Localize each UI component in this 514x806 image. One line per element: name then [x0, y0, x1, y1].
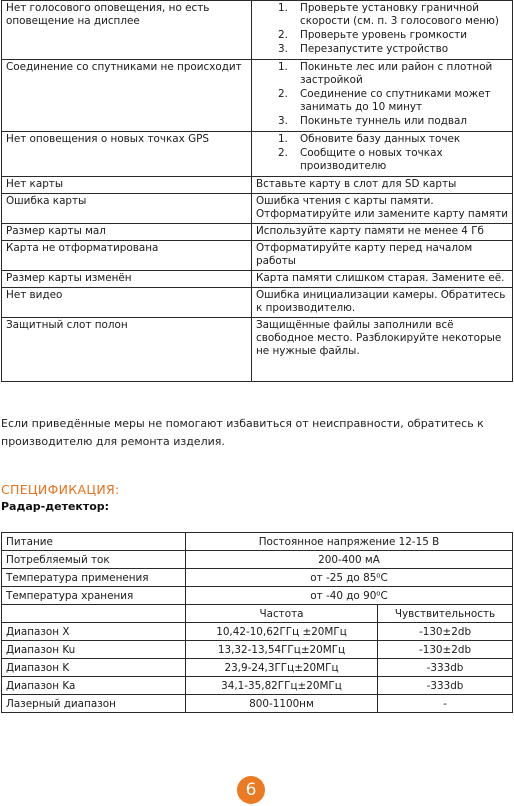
problem-cell: Соединение со спутниками не происходит: [2, 60, 252, 132]
problem-cell: Ошибка карты: [2, 194, 252, 224]
step-text: Обновите базу данных точек: [300, 133, 461, 145]
band-sensitivity: -130±2db: [378, 641, 513, 659]
solution-cell: Защищённые файлы заполнили всё свободное место. Разблокируйте некоторые не нужные файлы.: [252, 318, 513, 382]
band-label: Лазерный диапазон: [2, 695, 186, 713]
table-row: [2, 271, 513, 288]
step-number: 2.: [278, 88, 288, 100]
solution-cell: Вставьте карту в слот для SD карты: [252, 177, 513, 194]
problem-cell: Нет карты: [2, 177, 252, 194]
problem-cell: Нет оповещения о новых точках GPS: [2, 132, 252, 177]
problem-cell: Размер карты изменён: [2, 271, 252, 288]
spec-table: [1, 532, 513, 713]
step-number: 3.: [278, 43, 288, 55]
solution-cell: Отформатируйте карту перед началом работы: [252, 241, 513, 271]
problem-cell: Защитный слот полон: [2, 318, 252, 382]
solution-cell: Карта памяти слишком старая. Замените её.: [252, 271, 513, 288]
band-frequency: 10,42-10,62ГГц ±20МГц: [186, 623, 378, 641]
steps-list: [256, 133, 509, 173]
step-text: Соединение со спутниками может занимать до 10 минут: [300, 88, 491, 113]
table-row: [2, 677, 513, 695]
solution-cell: [252, 1, 513, 60]
solution-cell: Ошибка чтения с карты памяти. Отформатируйте или замените карту памяти: [252, 194, 513, 224]
troubleshooting-table: [1, 0, 513, 382]
band-frequency: 13,32-13,54ГГц±20МГц: [186, 641, 378, 659]
spec-heading: СПЕЦИФИКАЦИЯ:: [1, 482, 120, 497]
spec-subheading: Радар-детектор:: [1, 500, 110, 513]
list-item: [256, 43, 509, 56]
steps-list: [256, 2, 509, 56]
band-sensitivity: -333db: [378, 659, 513, 677]
band-sensitivity: -: [378, 695, 513, 713]
table-row: [2, 569, 513, 587]
band-label: Диапазон X: [2, 623, 186, 641]
table-row: [2, 241, 513, 271]
spec-value: от -40 до 90⁰С: [186, 587, 513, 605]
list-item: [256, 133, 509, 146]
troubleshooting-body: [2, 1, 513, 382]
table-row: [2, 224, 513, 241]
table-row: [2, 659, 513, 677]
table-row: [2, 533, 513, 551]
step-text: Покиньте туннель или подвал: [300, 115, 468, 127]
table-row: [2, 1, 513, 60]
list-item: [256, 88, 509, 114]
step-number: 2.: [278, 29, 288, 41]
header-frequency: Частота: [186, 605, 378, 623]
spec-label: Температура хранения: [2, 587, 186, 605]
list-item: [256, 29, 509, 42]
table-row: [2, 641, 513, 659]
band-sensitivity: -130±2db: [378, 623, 513, 641]
solution-cell: Используйте карту памяти не менее 4 Гб: [252, 224, 513, 241]
list-item: [256, 2, 509, 28]
band-frequency: 23,9-24,3ГГц±20МГц: [186, 659, 378, 677]
spec-value: Постоянное напряжение 12-15 В: [186, 533, 513, 551]
step-text: Сообщите о новых точках производителю: [300, 147, 443, 172]
service-note: Если приведённые меры не помогают избавиться от неисправности, обратитесь к производителю для ремонта изделия.: [1, 417, 484, 448]
step-number: 1.: [278, 61, 288, 73]
header-sensitivity: Чувствительность: [378, 605, 513, 623]
table-header-row: [2, 605, 513, 623]
band-frequency: 800-1100нм: [186, 695, 378, 713]
spec-label: Потребляемый ток: [2, 551, 186, 569]
solution-cell: Ошибка инициализации камеры. Обратитесь к производителю.: [252, 288, 513, 318]
step-number: 2.: [278, 147, 288, 159]
spec-label: Температура применения: [2, 569, 186, 587]
steps-list: [256, 61, 509, 128]
spec-label: Питание: [2, 533, 186, 551]
step-number: 1.: [278, 133, 288, 145]
header-blank-cell: [2, 605, 186, 623]
step-text: Проверьте установку граничной скорости (см. п. 3 голосового меню): [300, 2, 499, 27]
problem-cell: Нет голосового оповещения, но есть оповещение на дисплее: [2, 1, 252, 60]
table-row: [2, 623, 513, 641]
spec-value: 200-400 мА: [186, 551, 513, 569]
step-text: Проверьте уровень громкости: [300, 29, 467, 41]
step-text: Покиньте лес или район с плотной застройкой: [300, 61, 493, 86]
step-number: 3.: [278, 115, 288, 127]
table-row: [2, 132, 513, 177]
spec-value: от -25 до 85⁰С: [186, 569, 513, 587]
table-row: [2, 177, 513, 194]
band-frequency: 34,1-35,82ГГц±20МГц: [186, 677, 378, 695]
problem-cell: Карта не отформатирована: [2, 241, 252, 271]
table-row: [2, 695, 513, 713]
table-row: [2, 194, 513, 224]
table-row: [2, 288, 513, 318]
table-row: [2, 318, 513, 382]
problem-cell: Нет видео: [2, 288, 252, 318]
list-item: [256, 61, 509, 87]
list-item: [256, 147, 509, 173]
page-number-badge: 6: [237, 776, 265, 804]
band-label: Диапазон Ku: [2, 641, 186, 659]
table-row: [2, 60, 513, 132]
table-row: [2, 551, 513, 569]
table-row: [2, 587, 513, 605]
list-item: [256, 115, 509, 128]
problem-cell: Размер карты мал: [2, 224, 252, 241]
step-number: 1.: [278, 2, 288, 14]
band-label: Диапазон Ka: [2, 677, 186, 695]
band-sensitivity: -333db: [378, 677, 513, 695]
step-text: Перезапустите устройство: [300, 43, 449, 55]
solution-cell: [252, 60, 513, 132]
solution-cell: [252, 132, 513, 177]
band-label: Диапазон K: [2, 659, 186, 677]
